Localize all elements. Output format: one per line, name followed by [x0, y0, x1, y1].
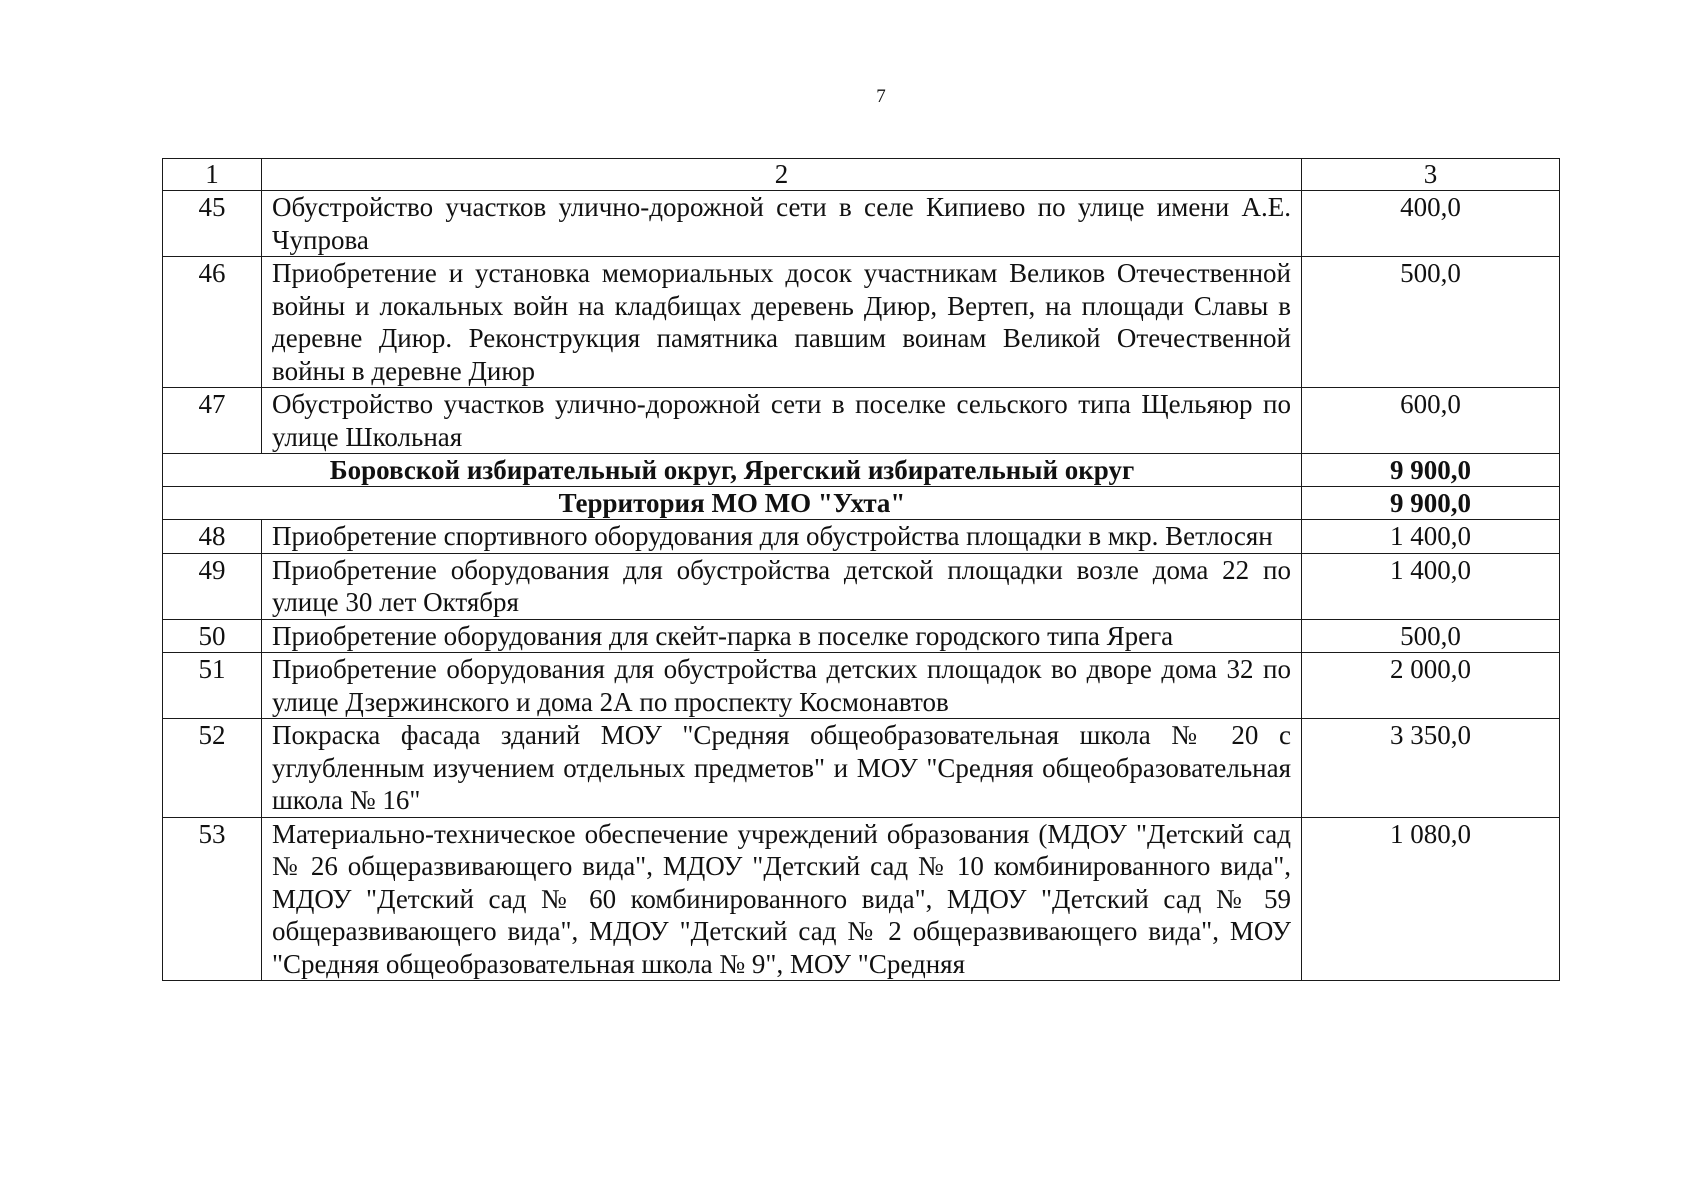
section-amount: 9 900,0: [1302, 487, 1560, 520]
column-number-1: 1: [163, 159, 262, 191]
row-description: Приобретение оборудования для обустройства детской площадки возле дома 22 по улице 30 лет Октября: [262, 553, 1302, 619]
table-body: [163, 159, 1560, 981]
table-row: [163, 619, 1560, 653]
table-row: [163, 719, 1560, 818]
table-row: [163, 388, 1560, 454]
row-description: Приобретение оборудования для обустройства детских площадок во дворе дома 32 по улице Дзержинского и дома 2А по проспекту Космонавтов: [262, 653, 1302, 719]
row-number: 46: [163, 257, 262, 388]
table-row: [163, 553, 1560, 619]
section-subtotal-row: [163, 487, 1560, 520]
row-description: Обустройство участков улично-дорожной сети в селе Кипиево по улице имени А.Е. Чупрова: [262, 191, 1302, 257]
row-description: Приобретение оборудования для скейт-парка в поселке городского типа Ярега: [262, 619, 1302, 653]
row-number: 53: [163, 817, 262, 981]
table-row: [163, 817, 1560, 981]
row-amount: 500,0: [1302, 257, 1560, 388]
row-description: Обустройство участков улично-дорожной сети в поселке сельского типа Щельяюр по улице Школьная: [262, 388, 1302, 454]
row-amount: 600,0: [1302, 388, 1560, 454]
page-number: 7: [876, 86, 886, 107]
row-description: Покраска фасада зданий МОУ "Средняя общеобразовательная школа № 20 с углубленным изучением отдельных предметов" и МОУ "Средняя общеобразовательная школа № 16": [262, 719, 1302, 818]
section-title: Территория МО МО "Ухта": [163, 487, 1302, 520]
row-number: 50: [163, 619, 262, 653]
row-amount: 400,0: [1302, 191, 1560, 257]
column-number-3: 3: [1302, 159, 1560, 191]
row-description: Материально-техническое обеспечение учреждений образования (МДОУ "Детский сад № 26 общеразвивающего вида", МДОУ "Детский сад № 10 комбинированного вида", МДОУ "Детский сад № 60 комбинированного вида", МДОУ "Детский сад № 59 общеразвивающего вида", МДОУ "Детский сад № 2 общеразвивающего вида", МОУ "Средняя общеобразовательная школа № 9", МОУ "Средняя: [262, 817, 1302, 981]
budget-table: [162, 158, 1560, 981]
row-number: 49: [163, 553, 262, 619]
row-amount: 1 400,0: [1302, 553, 1560, 619]
column-number-2: 2: [262, 159, 1302, 191]
table-row: [163, 257, 1560, 388]
row-number: 45: [163, 191, 262, 257]
row-description: Приобретение спортивного оборудования для обустройства площадки в мкр. Ветлосян: [262, 520, 1302, 554]
row-amount: 2 000,0: [1302, 653, 1560, 719]
table-row: [163, 191, 1560, 257]
column-number-row: [163, 159, 1560, 191]
row-amount: 3 350,0: [1302, 719, 1560, 818]
section-title: Боровской избирательный округ, Ярегский избирательный округ: [163, 454, 1302, 487]
row-number: 51: [163, 653, 262, 719]
row-number: 52: [163, 719, 262, 818]
row-number: 48: [163, 520, 262, 554]
table-row: [163, 653, 1560, 719]
row-amount: 1 400,0: [1302, 520, 1560, 554]
row-amount: 500,0: [1302, 619, 1560, 653]
row-amount: 1 080,0: [1302, 817, 1560, 981]
section-subtotal-row: [163, 454, 1560, 487]
section-amount: 9 900,0: [1302, 454, 1560, 487]
table-row: [163, 520, 1560, 554]
row-number: 47: [163, 388, 262, 454]
row-description: Приобретение и установка мемориальных досок участникам Великов Отечественной войны и локальных войн на кладбищах деревень Диюр, Вертеп, на площади Славы в деревне Диюр. Реконструкция памятника павшим воинам Великой Отечественной войны в деревне Диюр: [262, 257, 1302, 388]
